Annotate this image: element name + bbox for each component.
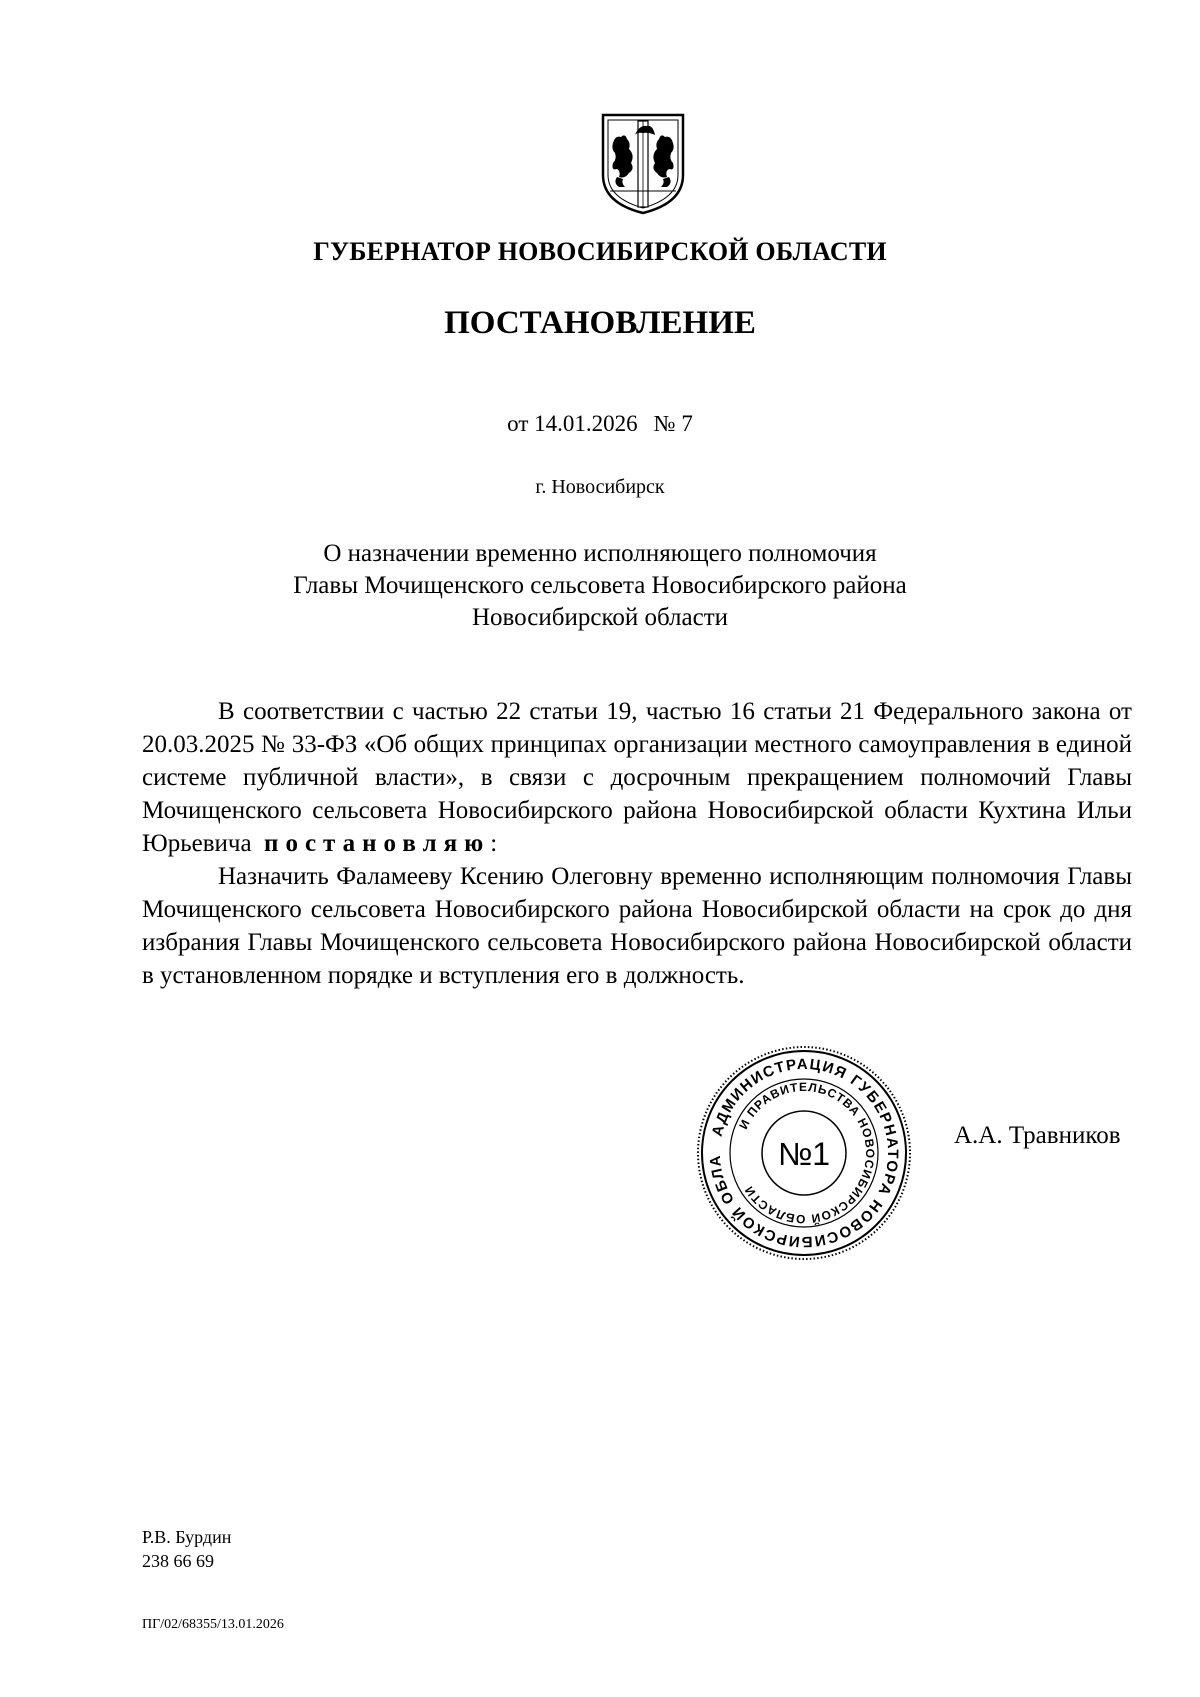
paragraph-appointment: Назначить Фаламееву Ксению Олеговну временно исполняющим полномочия Главы Мочищенского сельсовета Новосибирского района Новосибирской области на срок до дня избрания Главы Мочищенского сельсовета Новосибирского района Новосибирской области в установленном порядке и вступления его в должность. (142, 863, 1132, 989)
title-line-1: О назначении временно исполняющего полномочия (323, 540, 877, 567)
executor-phone: 238 66 69 (142, 1551, 214, 1571)
city: г. Новосибирск (535, 476, 665, 498)
seal-inner-ring-text: И ПРАВИТЕЛЬСТВА НОВОСИБИРСКОЙ ОБЛАСТИ (736, 1079, 878, 1227)
seal-icon (694, 1043, 914, 1263)
document-date: от 14.01.2026 (507, 411, 638, 436)
document-title (0, 538, 1200, 634)
seal-ring-text: АДМИНИСТРАЦИЯ ГУБЕРНАТОРА НОВОСИБИРСКОЙ ОБЛА (706, 1055, 902, 1251)
official-seal (694, 1043, 914, 1263)
preamble-colon: : (490, 830, 498, 857)
document-type-heading: ПОСТАНОВЛЕНИЕ (444, 305, 756, 341)
signer-name: А.А. Травников (954, 1122, 1121, 1149)
paragraph-preamble (142, 695, 1132, 860)
coat-of-arms-icon (601, 113, 685, 215)
preamble-text: В соответствии с частью 22 статьи 19, частью 16 статьи 21 Федерального закона от 20.03.2025 № 33-ФЗ «Об общих принципах организации местного самоуправления в единой системе публичной власти», в связи с досрочным прекращением полномочий Главы Мочищенского сельсовета Новосибирского района Новосибирской области Кухтина Ильи Юрьевича (142, 698, 1132, 857)
document-body (142, 695, 1132, 992)
resolving-keyword: постановляю (264, 830, 491, 857)
date-and-number (0, 411, 1200, 437)
issuing-authority: ГУБЕРНАТОР НОВОСИБИРСКОЙ ОБЛАСТИ (313, 237, 887, 266)
seal-number: №1 (777, 1136, 831, 1172)
coat-of-arms-emblem (601, 113, 685, 215)
executor-name: Р.В. Бурдин (142, 1527, 232, 1547)
title-line-2: Главы Мочищенского сельсовета Новосибирского района (293, 572, 907, 599)
document-reference: ПГ/02/68355/13.01.2026 (142, 1617, 284, 1632)
document-number: № 7 (653, 411, 693, 436)
title-line-3: Новосибирской области (471, 604, 729, 631)
